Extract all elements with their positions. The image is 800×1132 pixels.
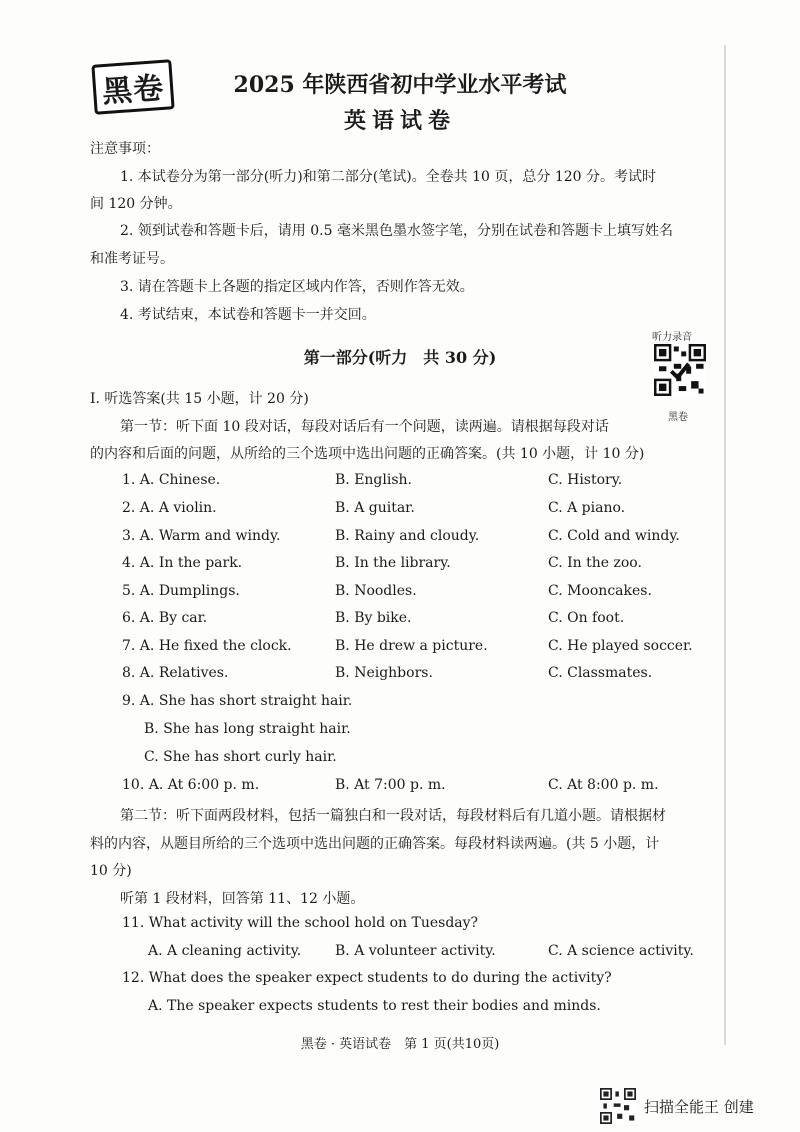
question-option: C. He played soccer. [548,638,693,654]
question-option: B. A volunteer activity. [335,943,496,959]
section-instructions: 的内容和后面的问题，从所给的三个选项中选出问题的正确答案。(共 10 小题，计 10 分) [90,446,645,462]
question-option: 1. A. Chinese. [122,472,221,488]
section-instructions: 料的内容，从题目所给的三个选项中选出问题的正确答案。每段材料读两遍。(共 5 小题，计 [90,836,660,852]
question-option: 8. A. Relatives. [122,665,229,681]
question-option: B. In the library. [335,555,451,571]
question-option: A. A cleaning activity. [148,943,302,959]
scanner-qr-icon [600,1088,636,1124]
section-heading: Ⅰ. 听选答案(共 15 小题，计 20 分) [90,391,309,407]
question-option: B. She has long straight hair. [144,721,351,737]
question-option: C. A piano. [548,500,626,516]
exam-title: 2025 年陕西省初中学业水平考试 [233,72,567,98]
question-stem: 11. What activity will the school hold on Tuesday? [122,915,479,931]
question-option: 7. A. He fixed the clock. [122,638,292,654]
question-option: B. Noodles. [335,583,417,599]
question-stem: 12. What does the speaker expect students to do during the activity? [122,970,612,986]
exam-subtitle: 英语试卷 [343,108,456,134]
question-option: C. A science activity. [548,943,694,959]
question-option: B. Rainy and cloudy. [335,528,480,544]
notice-item: 和准考证号。 [90,251,174,267]
black-paper-stamp: 黑卷 [91,59,174,114]
question-option: C. She has short curly hair. [144,749,337,765]
notice-heading: 注意事项： [90,141,160,157]
question-option: B. Neighbors. [335,665,433,681]
notice-item: 2. 领到试卷和答题卡后，请用 0.5 毫米黑色墨水签字笔，分别在试卷和答题卡上填写姓名 [120,223,673,239]
page-footer: 黑卷 · 英语试卷 第 1 页(共10页) [300,1037,500,1052]
question-option: B. By bike. [335,610,412,626]
question-option: C. Cold and windy. [548,528,680,544]
question-option: 3. A. Warm and windy. [122,528,281,544]
scanner-label: 扫描全能王 创建 [644,1097,754,1116]
question-option: 6. A. By car. [122,610,208,626]
question-option: 2. A. A violin. [122,500,217,516]
question-option: B. He drew a picture. [335,638,488,654]
question-option: C. On foot. [548,610,625,626]
notice-item: 1. 本试卷分为第一部分(听力)和第二部分(笔试)。全卷共 10 页，总分 120 分。考试时 [120,169,656,185]
question-option: 4. A. In the park. [122,555,243,571]
part-one-title: 第一部分(听力 共 30 分) [303,348,497,367]
material-note: 听第 1 段材料，回答第 11、12 小题。 [120,891,365,907]
notice-item: 3. 请在答题卡上各题的指定区域内作答，否则作答无效。 [120,279,474,295]
margin-rule [724,45,726,1045]
scanner-watermark [600,1088,754,1124]
question-option: B. English. [335,472,412,488]
question-option: C. At 8:00 p. m. [548,777,659,793]
notice-item: 4. 考试结束，本试卷和答题卡一并交回。 [120,307,376,323]
section-instructions: 10 分) [90,863,132,879]
question-option: 9. A. She has short straight hair. [122,693,353,709]
qr-caption: 听力录音 [652,332,692,343]
question-option: C. History. [548,472,623,488]
section-instructions: 第一节：听下面 10 段对话，每段对话后有一个问题，读两遍。请根据每段对话 [120,419,609,435]
section-instructions: 第二节：听下面两段材料，包括一篇独白和一段对话，每段材料后有几道小题。请根据材 [120,808,666,824]
question-option: 10. A. At 6:00 p. m. [122,777,260,793]
notice-item: 间 120 分钟。 [90,196,182,212]
question-option: C. In the zoo. [548,555,642,571]
qr-label: 黑卷 [668,412,688,423]
question-option: A. The speaker expects students to rest their bodies and minds. [148,998,601,1014]
question-option: C. Classmates. [548,665,653,681]
question-option: 5. A. Dumplings. [122,583,240,599]
question-option: B. At 7:00 p. m. [335,777,446,793]
question-option: B. A guitar. [335,500,415,516]
question-option: C. Mooncakes. [548,583,652,599]
